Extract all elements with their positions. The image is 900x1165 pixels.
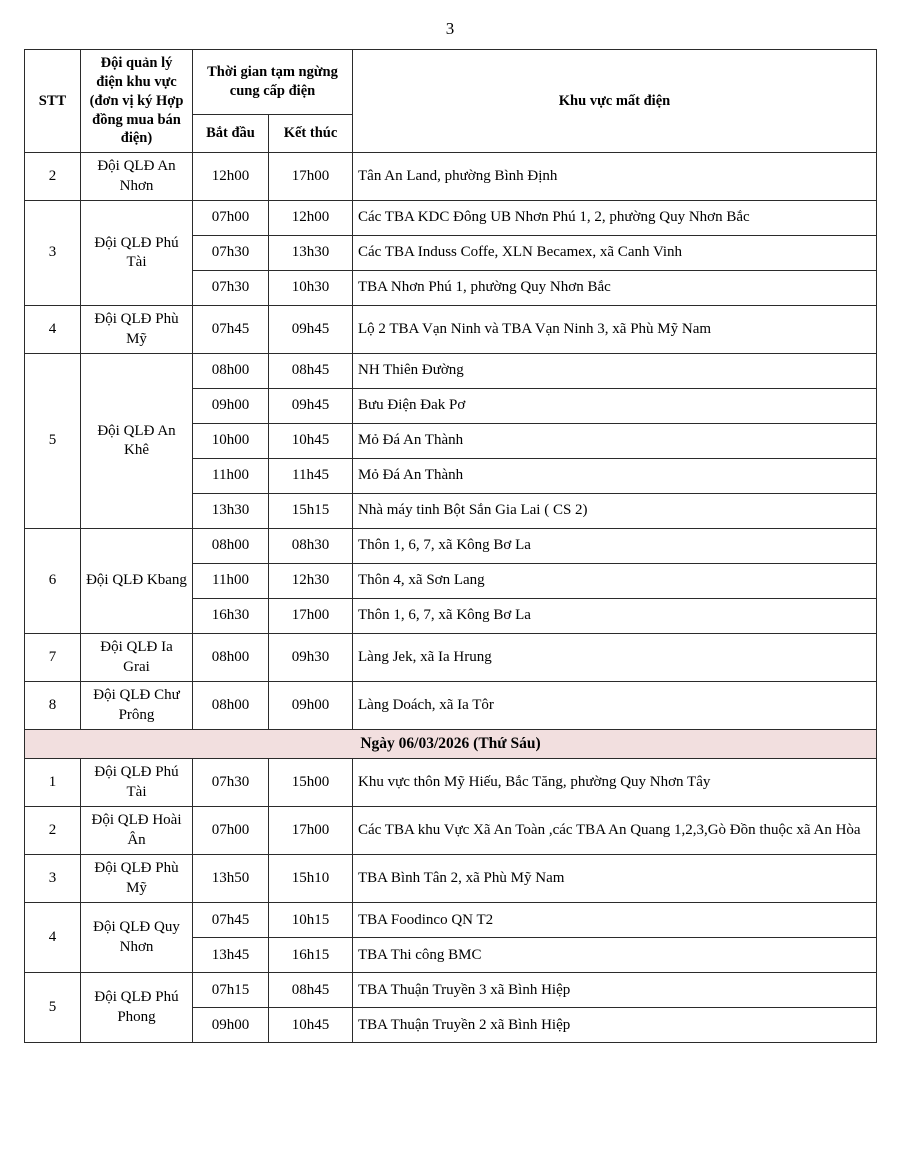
start-time-cell: 08h00 xyxy=(193,354,269,389)
outage-area-cell: NH Thiên Đường xyxy=(353,354,877,389)
outage-area-cell: Tân An Land, phường Bình Định xyxy=(353,153,877,201)
end-time-cell: 11h45 xyxy=(269,459,353,494)
outage-area-cell: Các TBA Induss Coffe, XLN Becamex, xã Canh Vinh xyxy=(353,236,877,271)
start-time-cell: 11h00 xyxy=(193,459,269,494)
start-time-cell: 07h30 xyxy=(193,759,269,807)
start-time-cell: 07h45 xyxy=(193,903,269,938)
outage-area-cell: TBA Thuận Truyền 2 xã Bình Hiệp xyxy=(353,1008,877,1043)
start-time-cell: 08h00 xyxy=(193,529,269,564)
date-separator-label: Ngày 06/03/2026 (Thứ Sáu) xyxy=(25,730,877,759)
outage-area-cell: Mỏ Đá An Thành xyxy=(353,424,877,459)
management-team-cell: Đội QLĐ Phú Tài xyxy=(81,759,193,807)
row-index-cell: 5 xyxy=(25,354,81,529)
management-team-cell: Đội QLĐ Kbang xyxy=(81,529,193,634)
header-row-top xyxy=(25,50,877,115)
start-time-cell: 13h30 xyxy=(193,494,269,529)
row-index-cell: 7 xyxy=(25,634,81,682)
outage-area-cell: Nhà máy tinh Bột Sắn Gia Lai ( CS 2) xyxy=(353,494,877,529)
outage-area-cell: Làng Jek, xã Ia Hrung xyxy=(353,634,877,682)
row-index-cell: 4 xyxy=(25,903,81,973)
start-time-cell: 09h00 xyxy=(193,389,269,424)
end-time-cell: 10h45 xyxy=(269,1008,353,1043)
header-team: Đội quản lý điện khu vực (đơn vị ký Hợp đồng mua bán điện) xyxy=(81,50,193,153)
management-team-cell: Đội QLĐ Phù Mỹ xyxy=(81,855,193,903)
table-row xyxy=(25,201,877,236)
end-time-cell: 15h10 xyxy=(269,855,353,903)
end-time-cell: 17h00 xyxy=(269,599,353,634)
table-row xyxy=(25,634,877,682)
table-body xyxy=(25,153,877,1043)
row-index-cell: 2 xyxy=(25,153,81,201)
start-time-cell: 07h00 xyxy=(193,201,269,236)
end-time-cell: 10h30 xyxy=(269,271,353,306)
start-time-cell: 07h15 xyxy=(193,973,269,1008)
end-time-cell: 10h15 xyxy=(269,903,353,938)
outage-area-cell: TBA Nhơn Phú 1, phường Quy Nhơn Bắc xyxy=(353,271,877,306)
start-time-cell: 16h30 xyxy=(193,599,269,634)
start-time-cell: 12h00 xyxy=(193,153,269,201)
start-time-cell: 11h00 xyxy=(193,564,269,599)
row-index-cell: 3 xyxy=(25,201,81,306)
table-row xyxy=(25,807,877,855)
header-stt: STT xyxy=(25,50,81,153)
start-time-cell: 07h30 xyxy=(193,271,269,306)
end-time-cell: 15h15 xyxy=(269,494,353,529)
table-row xyxy=(25,855,877,903)
table-row xyxy=(25,903,877,938)
management-team-cell: Đội QLĐ An Nhơn xyxy=(81,153,193,201)
date-separator-row xyxy=(25,730,877,759)
start-time-cell: 10h00 xyxy=(193,424,269,459)
end-time-cell: 12h00 xyxy=(269,201,353,236)
start-time-cell: 13h45 xyxy=(193,938,269,973)
table-container xyxy=(0,49,900,1043)
header-area: Khu vực mất điện xyxy=(353,50,877,153)
table-row xyxy=(25,354,877,389)
row-index-cell: 5 xyxy=(25,973,81,1043)
table-row xyxy=(25,529,877,564)
outage-area-cell: TBA Foodinco QN T2 xyxy=(353,903,877,938)
end-time-cell: 09h45 xyxy=(269,389,353,424)
table-header xyxy=(25,50,877,153)
end-time-cell: 08h30 xyxy=(269,529,353,564)
management-team-cell: Đội QLĐ Phú Phong xyxy=(81,973,193,1043)
outage-area-cell: Khu vực thôn Mỹ Hiếu, Bắc Tăng, phường Quy Nhơn Tây xyxy=(353,759,877,807)
end-time-cell: 17h00 xyxy=(269,807,353,855)
management-team-cell: Đội QLĐ Quy Nhơn xyxy=(81,903,193,973)
management-team-cell: Đội QLĐ An Khê xyxy=(81,354,193,529)
end-time-cell: 15h00 xyxy=(269,759,353,807)
outage-area-cell: Thôn 1, 6, 7, xã Kông Bơ La xyxy=(353,599,877,634)
end-time-cell: 13h30 xyxy=(269,236,353,271)
table-row xyxy=(25,973,877,1008)
row-index-cell: 4 xyxy=(25,306,81,354)
start-time-cell: 07h30 xyxy=(193,236,269,271)
outage-area-cell: Các TBA KDC Đông UB Nhơn Phú 1, 2, phường Quy Nhơn Bắc xyxy=(353,201,877,236)
management-team-cell: Đội QLĐ Ia Grai xyxy=(81,634,193,682)
end-time-cell: 12h30 xyxy=(269,564,353,599)
row-index-cell: 3 xyxy=(25,855,81,903)
end-time-cell: 09h45 xyxy=(269,306,353,354)
header-start-time: Bắt đầu xyxy=(193,114,269,153)
management-team-cell: Đội QLĐ Hoài Ân xyxy=(81,807,193,855)
start-time-cell: 07h00 xyxy=(193,807,269,855)
end-time-cell: 08h45 xyxy=(269,354,353,389)
power-outage-schedule-table xyxy=(24,49,877,1043)
row-index-cell: 2 xyxy=(25,807,81,855)
table-row xyxy=(25,682,877,730)
outage-area-cell: Thôn 4, xã Sơn Lang xyxy=(353,564,877,599)
end-time-cell: 09h30 xyxy=(269,634,353,682)
outage-area-cell: TBA Bình Tân 2, xã Phù Mỹ Nam xyxy=(353,855,877,903)
start-time-cell: 09h00 xyxy=(193,1008,269,1043)
management-team-cell: Đội QLĐ Chư Prông xyxy=(81,682,193,730)
start-time-cell: 08h00 xyxy=(193,682,269,730)
table-row xyxy=(25,153,877,201)
table-row xyxy=(25,306,877,354)
end-time-cell: 09h00 xyxy=(269,682,353,730)
header-time-group: Thời gian tạm ngừng cung cấp điện xyxy=(193,50,353,115)
start-time-cell: 08h00 xyxy=(193,634,269,682)
outage-area-cell: Thôn 1, 6, 7, xã Kông Bơ La xyxy=(353,529,877,564)
row-index-cell: 8 xyxy=(25,682,81,730)
start-time-cell: 13h50 xyxy=(193,855,269,903)
end-time-cell: 08h45 xyxy=(269,973,353,1008)
table-row xyxy=(25,759,877,807)
outage-area-cell: Làng Doách, xã Ia Tôr xyxy=(353,682,877,730)
management-team-cell: Đội QLĐ Phú Tài xyxy=(81,201,193,306)
outage-area-cell: Lộ 2 TBA Vạn Ninh và TBA Vạn Ninh 3, xã Phù Mỹ Nam xyxy=(353,306,877,354)
header-end-time: Kết thúc xyxy=(269,114,353,153)
start-time-cell: 07h45 xyxy=(193,306,269,354)
end-time-cell: 17h00 xyxy=(269,153,353,201)
row-index-cell: 6 xyxy=(25,529,81,634)
row-index-cell: 1 xyxy=(25,759,81,807)
page-number: 3 xyxy=(445,19,455,38)
outage-area-cell: TBA Thuận Truyền 3 xã Bình Hiệp xyxy=(353,973,877,1008)
management-team-cell: Đội QLĐ Phù Mỹ xyxy=(81,306,193,354)
end-time-cell: 16h15 xyxy=(269,938,353,973)
outage-area-cell: Bưu Điện Đak Pơ xyxy=(353,389,877,424)
end-time-cell: 10h45 xyxy=(269,424,353,459)
outage-area-cell: TBA Thi công BMC xyxy=(353,938,877,973)
outage-area-cell: Các TBA khu Vực Xã An Toàn ,các TBA An Quang 1,2,3,Gò Đồn thuộc xã An Hòa xyxy=(353,807,877,855)
outage-area-cell: Mỏ Đá An Thành xyxy=(353,459,877,494)
